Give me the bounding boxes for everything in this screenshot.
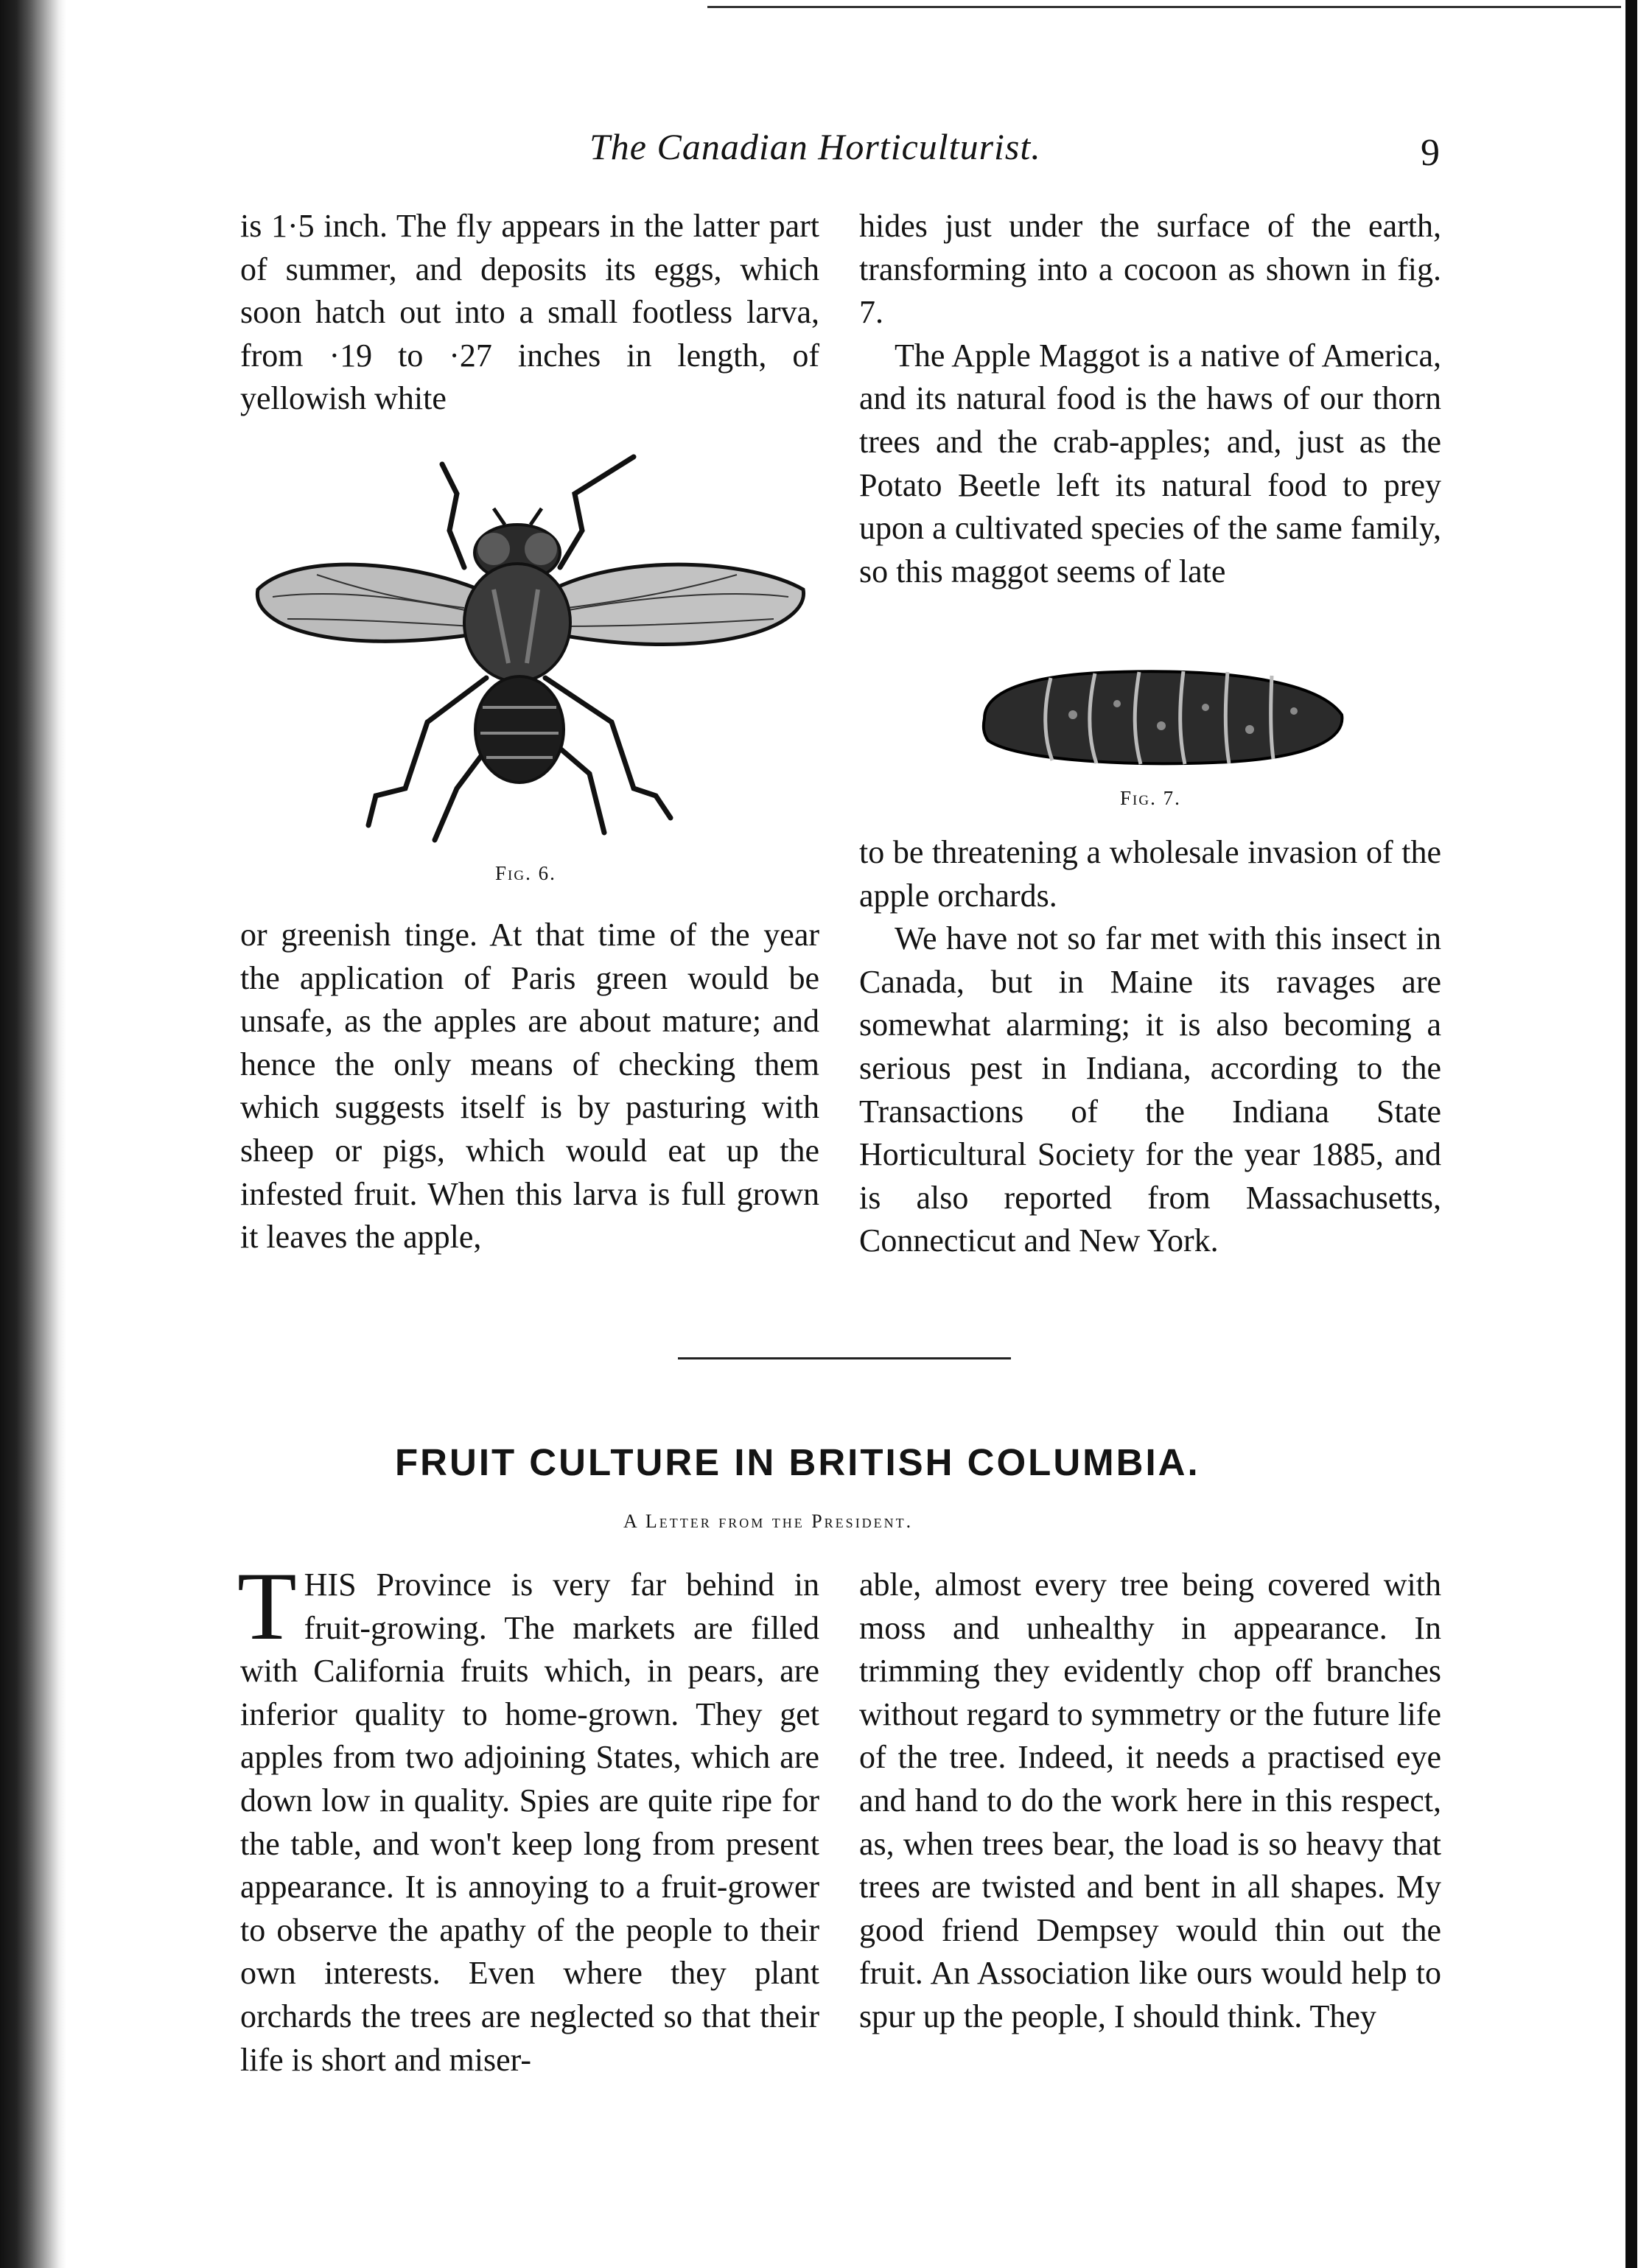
drop-cap: T xyxy=(237,1552,297,1660)
left-column-bottom xyxy=(240,914,819,1312)
paragraph: The Apple Maggot is a native of America, and its natural food is the haws of our thorn trees and the crab-apples; and, just as the Potato Beetle left its natural food to prey upon a cultivated species of the same family, so this maggot seems of late xyxy=(859,337,1441,589)
fig7-caption: Fig. 7. xyxy=(1120,787,1181,809)
article-byline: A Letter from the President. xyxy=(623,1511,914,1532)
right-column-bottom xyxy=(859,831,1441,1317)
article-title: FRUIT CULTURE IN BRITISH COLUMBIA. xyxy=(395,1441,1200,1483)
right-column-top xyxy=(859,205,1441,647)
paragraph: is 1·5 inch. The fly appears in the latter part of summer, and deposits its eggs, which soon hatch out into a small footless larva, from ·19 to ·27 inches in length, of yellowish white xyxy=(240,208,819,417)
top-edge-rule xyxy=(707,6,1621,8)
paragraph: to be threatening a wholesale invasion of the apple orchards. xyxy=(859,834,1441,914)
page-edge-shadow xyxy=(1625,0,1637,2268)
article-left-column xyxy=(237,1552,819,2168)
article-right-column xyxy=(859,1564,1441,2168)
running-head: The Canadian Horticulturist. xyxy=(589,126,1041,167)
paragraph: We have not so far met with this insect in Canada, but in Maine its ravages are somewhat alarming; it is also becoming a serious pest in Indiana, according to the Transactions of the Indiana State Horticultural Society for the year 1885, and is also reported from Massachusetts, Connecticut and New York. xyxy=(859,920,1441,1259)
fig6-caption: Fig. 6. xyxy=(495,862,556,884)
page-number: 9 xyxy=(1421,132,1440,174)
paragraph: or greenish tinge. At that time of the year the application of Paris green would be unsafe, as the apples are about mature; and hence the only means of checking them which suggests itself is by pasturing with sheep or pigs, which would eat up the infested fruit. When this larva is full grown it leaves the apple, xyxy=(240,917,819,1256)
book-binding-shadow xyxy=(0,0,66,2268)
article-left-text: HIS Province is very far behind in fruit-growing. The markets are filled with California fruits which, in pears, are inferior quality to home-grown. They get apples from two adjoining States, which are down low in quality. Spies are quite ripe for the table, and won't keep long from present appearance. It is annoying to a fruit-grower to observe the apathy of the people to their own interests. Even where they plant orchards the trees are neglected so that their life is short and miser- xyxy=(240,1567,819,2078)
left-column-top xyxy=(240,205,819,426)
fig6-fly-illustration xyxy=(243,442,818,855)
section-divider xyxy=(678,1357,1011,1359)
fig7-cocoon-illustration xyxy=(970,663,1353,774)
article-right-text: able, almost every tree being covered with moss and unhealthy in appearance. In trimming they evidently chop off branches without regard to symmetry or the future life of the tree. Indeed, it needs a practised eye and hand to do the work here in this respect, as, when trees bear, the load is so heavy that trees are twisted and bent in all shapes. My good friend Dempsey would thin out the fruit. An Association like ours would help to spur up the people, I should think. They xyxy=(859,1567,1441,2034)
paragraph: hides just under the surface of the earth, transforming into a cocoon as shown in fig. 7. xyxy=(859,208,1441,331)
